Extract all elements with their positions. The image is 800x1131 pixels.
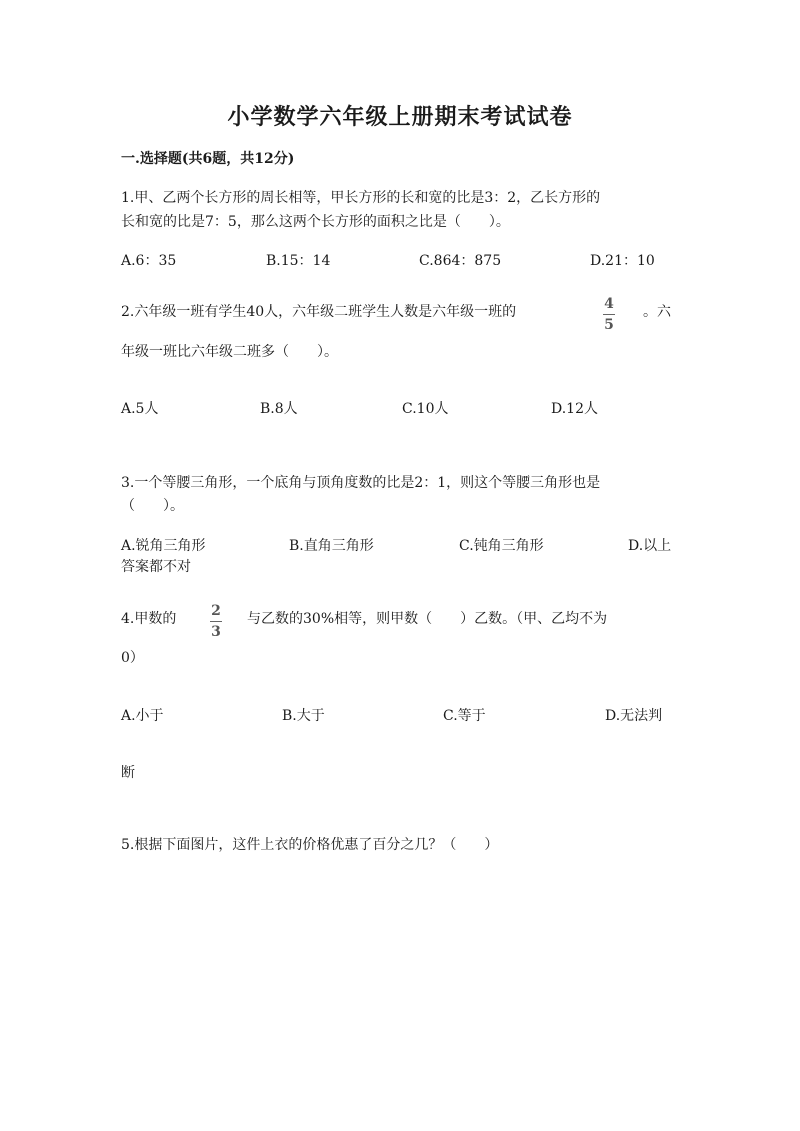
fraction-bar	[210, 621, 222, 622]
question-4-option-a: A.小于	[121, 708, 164, 724]
question-4-option-d-continued: 断	[121, 765, 135, 781]
question-2-option-b: B.8人	[260, 401, 298, 417]
question-2-line-1b: 。六	[643, 304, 671, 320]
question-2-line-2: 年级一班比六年级二班多（ ）。	[121, 344, 338, 360]
question-2-option-c: C.10人	[402, 401, 449, 417]
fraction-numerator: 4	[604, 296, 614, 312]
fraction-bar	[603, 314, 615, 315]
question-2-option-d: D.12人	[551, 401, 598, 417]
question-4-line-1a: 4.甲数的	[121, 611, 177, 627]
question-2-line-1a: 2.六年级一班有学生40人，六年级二班学生人数是六年级一班的	[121, 304, 517, 320]
question-1-line-2: 长和宽的比是7：5，那么这两个长方形的面积之比是（ ）。	[121, 214, 510, 230]
question-4-option-c: C.等于	[443, 708, 486, 724]
question-4-option-d: D.无法判	[605, 708, 663, 724]
question-3-option-a: A.锐角三角形	[121, 538, 206, 554]
question-4-line-1b: 与乙数的30%相等，则甲数（ ）乙数。（甲、乙均不为	[247, 611, 608, 627]
question-1-option-a: A.6：35	[121, 253, 177, 269]
question-3-option-b: B.直角三角形	[289, 538, 374, 554]
question-1-line-1: 1.甲、乙两个长方形的周长相等，甲长方形的长和宽的比是3：2，乙长方形的	[121, 190, 601, 206]
question-5-line-1: 5.根据下面图片，这件上衣的价格优惠了百分之几？（ ）	[121, 837, 499, 853]
question-3-option-d-continued: 答案都不对	[121, 559, 191, 575]
question-3-option-c: C.钝角三角形	[459, 538, 544, 554]
question-2-fraction	[603, 296, 615, 333]
section-heading: 一.选择题(共6题，共12分)	[121, 151, 295, 167]
fraction-denominator: 3	[211, 624, 221, 640]
question-1-option-c: C.864：875	[419, 253, 502, 269]
question-3-option-d: D.以上	[628, 538, 672, 554]
fraction-denominator: 5	[604, 317, 614, 333]
question-3-line-2: （ ）。	[121, 498, 184, 514]
question-4-fraction	[210, 603, 222, 640]
question-1-option-d: D.21：10	[590, 253, 655, 269]
question-4-line-2: 0）	[121, 650, 144, 666]
question-3-line-1: 3.一个等腰三角形，一个底角与顶角度数的比是2：1，则这个等腰三角形也是	[121, 475, 601, 491]
page-title: 小学数学六年级上册期末考试试卷	[227, 104, 573, 130]
fraction-numerator: 2	[211, 603, 221, 619]
question-1-option-b: B.15：14	[266, 253, 331, 269]
question-2-option-a: A.5人	[121, 401, 159, 417]
question-4-option-b: B.大于	[282, 708, 325, 724]
